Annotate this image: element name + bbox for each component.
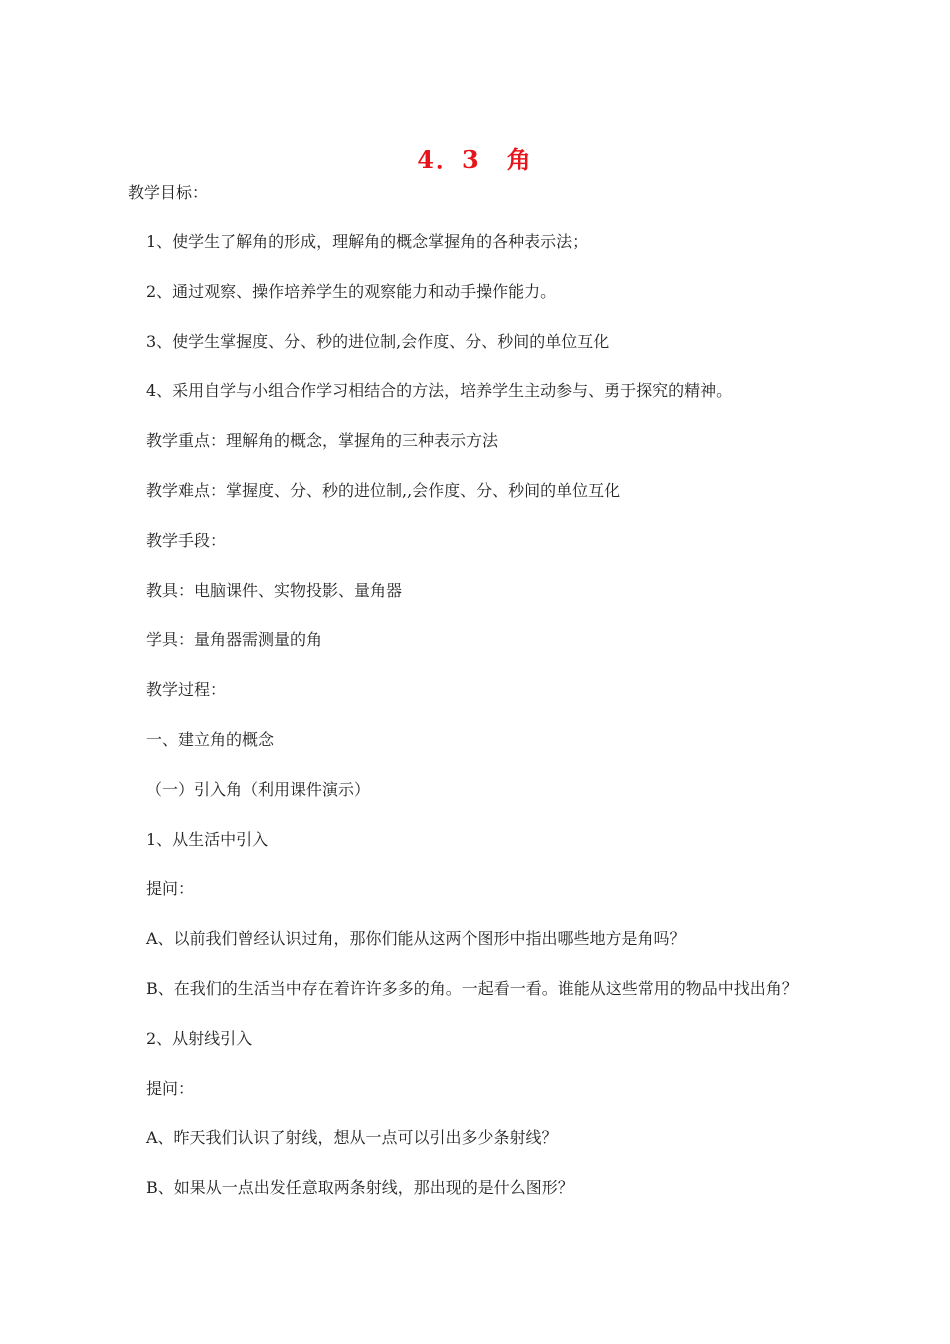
text-line-question-1a: A、以前我们曾经认识过角，那你们能从这两个图形中指出哪些地方是角吗？ — [146, 929, 686, 948]
text-line-question-2b: B、如果从一点出发任意取两条射线，那出现的是什么图形？ — [146, 1178, 574, 1197]
text-line-objective-4: 4、采用自学与小组合作学习相结合的方法，培养学生主动参与、勇于探究的精神。 — [146, 381, 733, 400]
text-line-question-1b: B、在我们的生活当中存在着许许多多的角。一起看一看。谁能从这些常用的物品中找出角？ — [146, 979, 798, 998]
text-line-item-2: 2、从射线引入 — [146, 1029, 253, 1048]
text-line-process-heading: 教学过程： — [146, 680, 227, 699]
text-line-objective-1: 1、使学生了解角的形成，理解角的概念掌握角的各种表示法； — [146, 232, 589, 251]
text-line-teaching-means: 教学手段： — [146, 531, 227, 550]
text-line-question-label-2: 提问： — [146, 1079, 195, 1098]
text-line-teaching-aids: 教具：电脑课件、实物投影、量角器 — [146, 581, 403, 600]
text-line-objective-2: 2、通过观察、操作培养学生的观察能力和动手操作能力。 — [146, 282, 557, 301]
text-line-difficulties: 教学难点：掌握度、分、秒的进位制,,会作度、分、秒间的单位互化 — [146, 481, 621, 500]
text-line-item-1: 1、从生活中引入 — [146, 830, 269, 849]
text-line-question-label-1: 提问： — [146, 879, 195, 898]
text-line-subsection-1: （一）引入角（利用课件演示） — [146, 780, 371, 799]
text-line-section-1: 一、建立角的概念 — [146, 730, 275, 749]
text-line-objective-3: 3、使学生掌握度、分、秒的进位制,会作度、分、秒间的单位互化 — [146, 332, 610, 351]
text-line-question-2a: A、昨天我们认识了射线，想从一点可以引出多少条射线？ — [146, 1128, 558, 1147]
document-title: 4．3 角 — [417, 145, 533, 174]
text-line-key-points: 教学重点：理解角的概念，掌握角的三种表示方法 — [146, 431, 499, 450]
text-line-student-tools: 学具：量角器需测量的角 — [146, 630, 323, 649]
text-line-objectives-heading: 教学目标： — [128, 183, 209, 202]
